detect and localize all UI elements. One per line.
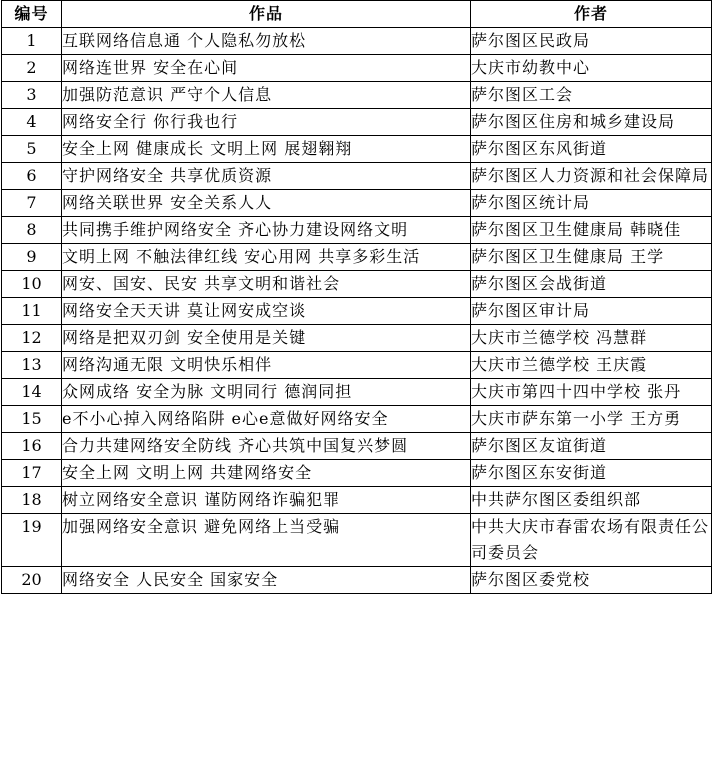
row-number: 3	[2, 82, 62, 109]
row-work-title: e不小心掉入网络陷阱 e心e意做好网络安全	[62, 406, 471, 433]
row-work-title: 众网成络 安全为脉 文明同行 德润同担	[62, 379, 471, 406]
row-work-title: 网络是把双刃剑 安全使用是关键	[62, 325, 471, 352]
row-work-title: 网络关联世界 安全关系人人	[62, 190, 471, 217]
row-author: 大庆市幼教中心	[471, 55, 712, 82]
row-number: 9	[2, 244, 62, 271]
row-number: 14	[2, 379, 62, 406]
table-row	[2, 82, 712, 109]
table-row	[2, 325, 712, 352]
header-no: 编号	[2, 1, 62, 28]
row-work-title: 加强网络安全意识 避免网络上当受骗	[62, 514, 471, 567]
row-work-title: 安全上网 健康成长 文明上网 展翅翱翔	[62, 136, 471, 163]
row-work-title: 守护网络安全 共享优质资源	[62, 163, 471, 190]
row-number: 19	[2, 514, 62, 567]
row-number: 5	[2, 136, 62, 163]
row-author: 萨尔图区东风街道	[471, 136, 712, 163]
row-number: 12	[2, 325, 62, 352]
row-work-title: 网安、国安、民安 共享文明和谐社会	[62, 271, 471, 298]
row-work-title: 合力共建网络安全防线 齐心共筑中国复兴梦圆	[62, 433, 471, 460]
row-author: 萨尔图区委党校	[471, 567, 712, 594]
row-number: 17	[2, 460, 62, 487]
row-number: 16	[2, 433, 62, 460]
row-work-title: 文明上网 不触法律红线 安心用网 共享多彩生活	[62, 244, 471, 271]
table-row	[2, 136, 712, 163]
row-author: 中共萨尔图区委组织部	[471, 487, 712, 514]
table-row	[2, 379, 712, 406]
table-row	[2, 298, 712, 325]
row-number: 11	[2, 298, 62, 325]
row-number: 1	[2, 28, 62, 55]
table-row	[2, 352, 712, 379]
table-row	[2, 460, 712, 487]
row-work-title: 网络连世界 安全在心间	[62, 55, 471, 82]
table-row	[2, 217, 712, 244]
table-row	[2, 514, 712, 567]
table-row	[2, 190, 712, 217]
row-author: 萨尔图区审计局	[471, 298, 712, 325]
table-row	[2, 55, 712, 82]
table-row	[2, 109, 712, 136]
row-author: 大庆市兰德学校 冯慧群	[471, 325, 712, 352]
table-row	[2, 244, 712, 271]
table-row	[2, 487, 712, 514]
table-row	[2, 567, 712, 594]
header-author: 作者	[471, 1, 712, 28]
row-number: 2	[2, 55, 62, 82]
row-work-title: 共同携手维护网络安全 齐心协力建设网络文明	[62, 217, 471, 244]
row-number: 13	[2, 352, 62, 379]
row-author: 大庆市萨东第一小学 王方勇	[471, 406, 712, 433]
row-author: 萨尔图区会战街道	[471, 271, 712, 298]
row-work-title: 网络沟通无限 文明快乐相伴	[62, 352, 471, 379]
row-author: 萨尔图区友谊街道	[471, 433, 712, 460]
row-author: 萨尔图区住房和城乡建设局	[471, 109, 712, 136]
row-number: 6	[2, 163, 62, 190]
works-table	[1, 0, 712, 594]
row-author: 萨尔图区卫生健康局 王学	[471, 244, 712, 271]
row-work-title: 网络安全天天讲 莫让网安成空谈	[62, 298, 471, 325]
row-work-title: 加强防范意识 严守个人信息	[62, 82, 471, 109]
table-row	[2, 271, 712, 298]
row-work-title: 网络安全行 你行我也行	[62, 109, 471, 136]
row-work-title: 互联网络信息通 个人隐私勿放松	[62, 28, 471, 55]
row-number: 10	[2, 271, 62, 298]
row-author: 大庆市第四十四中学校 张丹	[471, 379, 712, 406]
table-row	[2, 163, 712, 190]
row-author: 大庆市兰德学校 王庆霞	[471, 352, 712, 379]
table-row	[2, 406, 712, 433]
row-number: 20	[2, 567, 62, 594]
row-number: 15	[2, 406, 62, 433]
row-number: 8	[2, 217, 62, 244]
row-author: 萨尔图区人力资源和社会保障局	[471, 163, 712, 190]
table-row	[2, 28, 712, 55]
row-author: 萨尔图区卫生健康局 韩晓佳	[471, 217, 712, 244]
row-author: 中共大庆市春雷农场有限责任公司委员会	[471, 514, 712, 567]
row-number: 7	[2, 190, 62, 217]
row-author: 萨尔图区工会	[471, 82, 712, 109]
row-work-title: 树立网络安全意识 谨防网络诈骗犯罪	[62, 487, 471, 514]
row-work-title: 安全上网 文明上网 共建网络安全	[62, 460, 471, 487]
row-number: 18	[2, 487, 62, 514]
row-author: 萨尔图区统计局	[471, 190, 712, 217]
row-author: 萨尔图区民政局	[471, 28, 712, 55]
row-author: 萨尔图区东安街道	[471, 460, 712, 487]
header-row	[2, 1, 712, 28]
table-row	[2, 433, 712, 460]
row-number: 4	[2, 109, 62, 136]
header-work: 作品	[62, 1, 471, 28]
row-work-title: 网络安全 人民安全 国家安全	[62, 567, 471, 594]
